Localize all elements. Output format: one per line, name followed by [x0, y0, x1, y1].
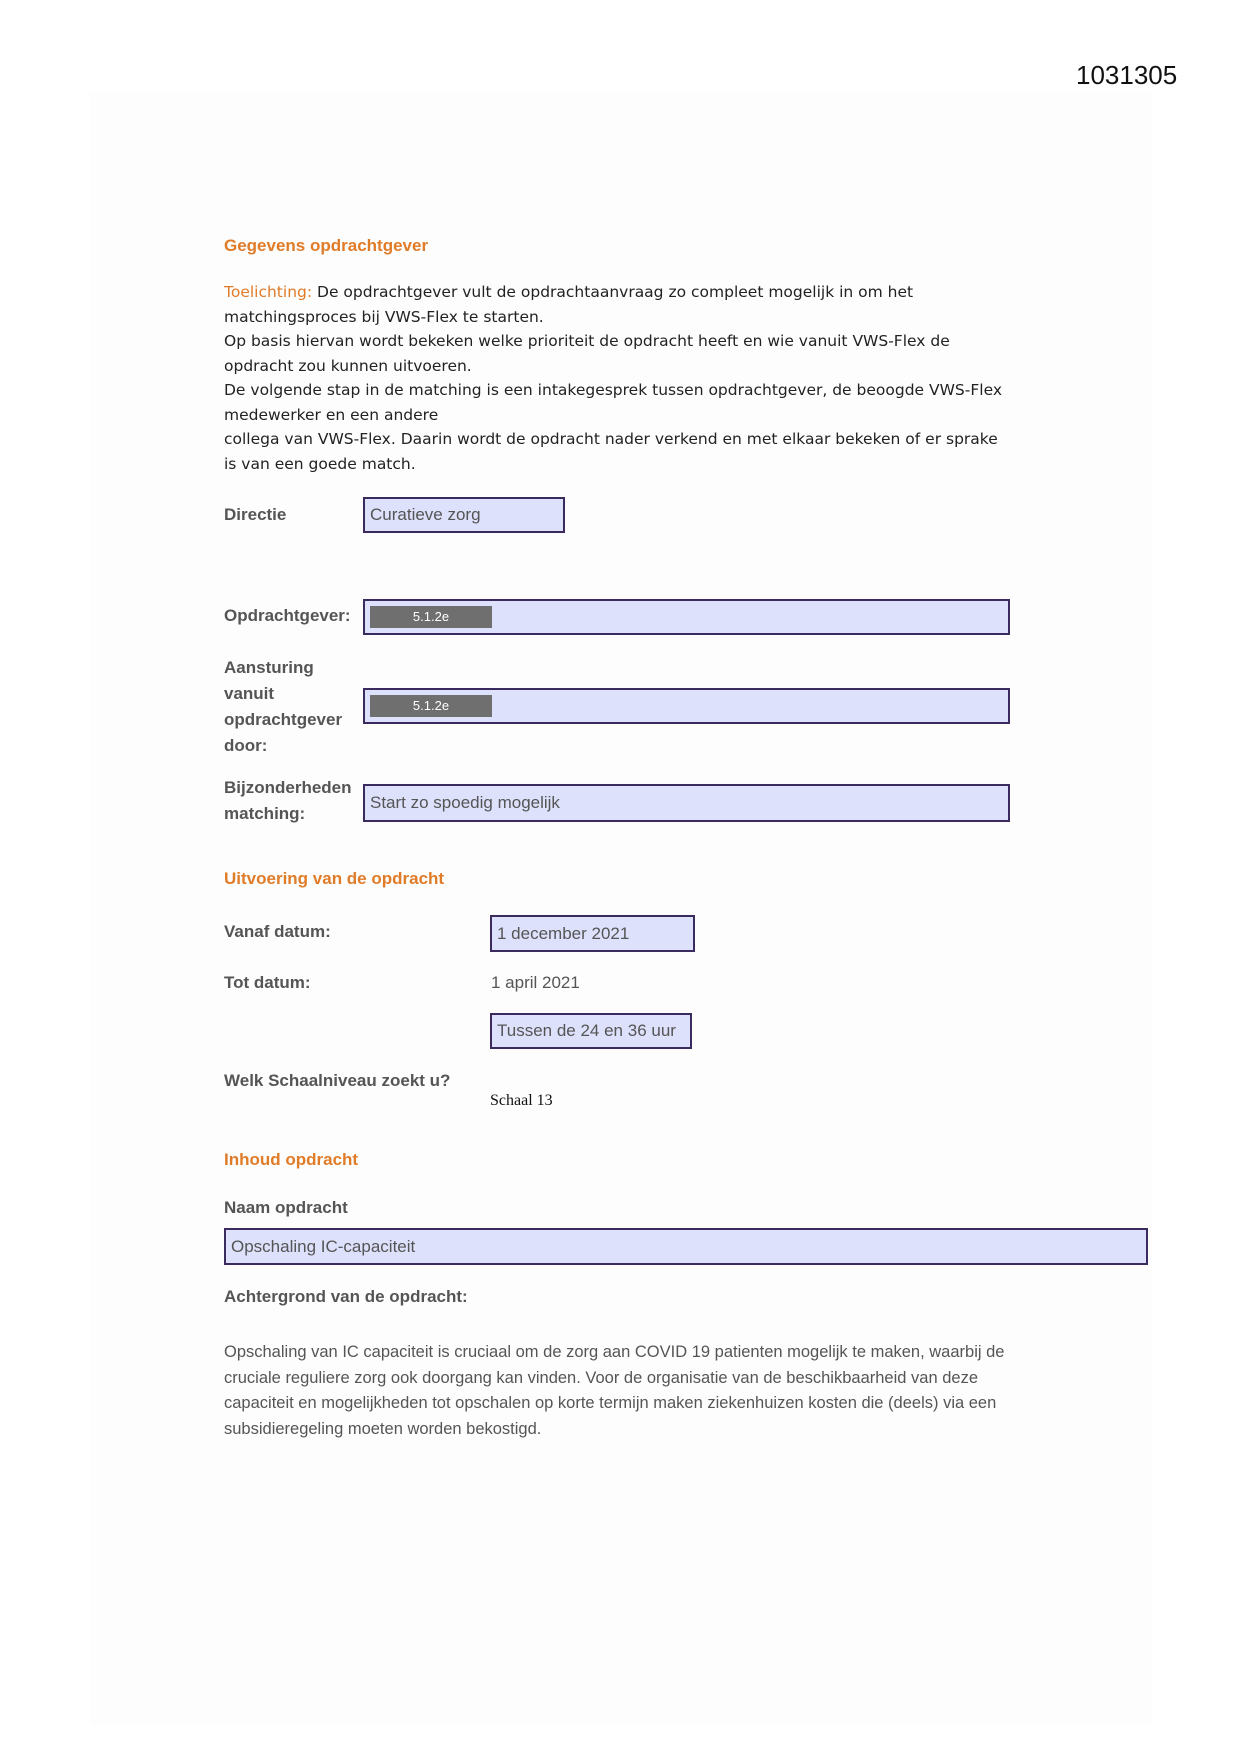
background-text: Opschaling van IC capaciteit is cruciaal om de zorg aan COVID 19 patienten mogelijk te maken, waarbij de cruciale reguliere zorg ook doorgang kan vinden. Voor de organisatie van de beschikbaarheid van deze capaciteit en mogelijkheden tot opschalen op korte termijn maken ziekenhuizen kosten die (deels) via een subsidieregeling moeten worden bekostigd.: [224, 1343, 1005, 1438]
details-label: Bijzonderheden matching:: [224, 778, 352, 823]
section-title-content: Inhoud opdracht: [224, 1150, 359, 1169]
steering-label: Aansturing vanuit opdrachtgever door:: [224, 658, 343, 755]
to-date-value: 1 april 2021: [491, 973, 580, 992]
explanation-line-1: De opdrachtgever vult de opdrachtaanvraag zo compleet mogelijk in om het matchingsproces bij VWS-Flex te starten.: [224, 283, 914, 326]
from-date-field[interactable]: 1 december 2021: [490, 915, 695, 952]
redaction-mark: 5.1.2e: [370, 695, 492, 717]
directie-label: Directie: [224, 505, 287, 524]
client-label: Opdrachtgever:: [224, 606, 351, 625]
scale-value: Schaal 13: [490, 1092, 553, 1109]
to-date-label: Tot datum:: [224, 973, 311, 992]
assignment-name-label: Naam opdracht: [224, 1198, 348, 1217]
steering-field[interactable]: [363, 688, 1010, 724]
background-label: Achtergrond van de opdracht:: [224, 1287, 468, 1306]
explanation-text: [224, 280, 1014, 476]
scale-label: Welk Schaalniveau zoekt u?: [224, 1071, 451, 1090]
redaction-mark: 5.1.2e: [370, 606, 492, 628]
explanation-line-2: Op basis hiervan wordt bekeken welke prioriteit de opdracht heeft en wie vanuit VWS-Flex de opdracht zou kunnen uitvoeren.: [224, 332, 950, 375]
explanation-line-3: De volgende stap in de matching is een intakegesprek tussen opdrachtgever, de beoogde VWS-Flex medewerker en een andere: [224, 381, 1003, 424]
explanation-line-4: collega van VWS-Flex. Daarin wordt de opdracht nader verkend en met elkaar bekeken of er sprake is van een goede match.: [224, 430, 998, 473]
hours-field[interactable]: Tussen de 24 en 36 uur: [490, 1013, 692, 1049]
from-date-label: Vanaf datum:: [224, 922, 331, 941]
client-field[interactable]: [363, 599, 1010, 635]
document-number: 1031305: [1076, 60, 1178, 90]
explanation-lead: Toelichting:: [224, 283, 313, 301]
section-title-execution: Uitvoering van de opdracht: [224, 869, 445, 888]
details-field[interactable]: Start zo spoedig mogelijk: [363, 784, 1010, 822]
directie-field[interactable]: Curatieve zorg: [363, 497, 565, 533]
section-title-client: Gegevens opdrachtgever: [224, 236, 429, 255]
assignment-name-field[interactable]: Opschaling IC-capaciteit: [224, 1228, 1148, 1265]
